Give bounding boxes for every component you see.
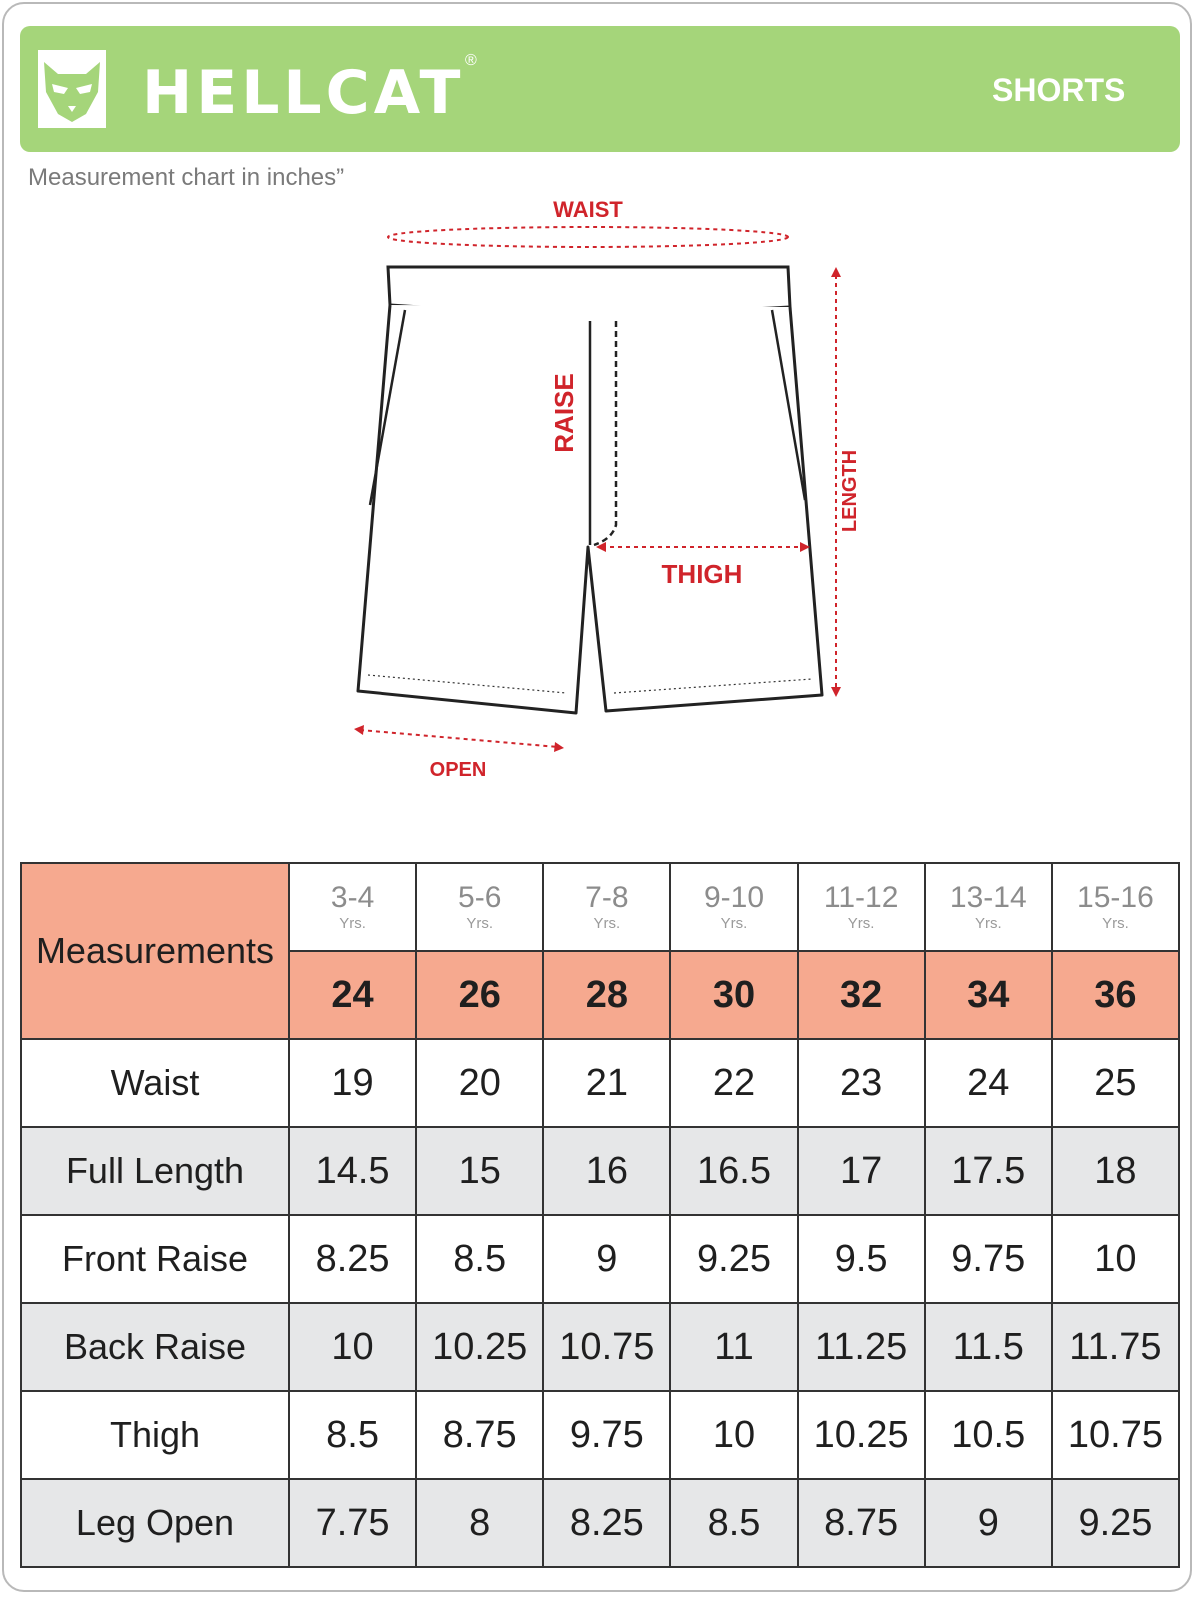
table-row (21, 1391, 1179, 1479)
table-cell: 10 (670, 1391, 797, 1479)
table-cell: 11 (670, 1303, 797, 1391)
length-arrow-up-icon (831, 267, 841, 277)
table-cell: 10 (289, 1303, 416, 1391)
age-header: 7-8 Yrs. (543, 863, 670, 951)
age-row (21, 863, 1179, 951)
table-cell: 10.75 (1052, 1391, 1179, 1479)
table-cell: 22 (670, 1039, 797, 1127)
table-cell: 16 (543, 1127, 670, 1215)
table-cell: 11.25 (798, 1303, 925, 1391)
table-cell: 9.25 (670, 1215, 797, 1303)
size-chart-table (20, 862, 1180, 1568)
table-cell: 15 (416, 1127, 543, 1215)
table-cell: 14.5 (289, 1127, 416, 1215)
table-cell: 8.25 (289, 1215, 416, 1303)
size-header: 26 (416, 951, 543, 1039)
length-label: LENGTH (839, 449, 861, 533)
row-label: Waist (21, 1039, 289, 1127)
table-cell: 10.25 (798, 1391, 925, 1479)
table-cell: 7.75 (289, 1479, 416, 1567)
row-label: Thigh (21, 1391, 289, 1479)
table-row (21, 1039, 1179, 1127)
table-cell: 9 (543, 1215, 670, 1303)
table-cell: 11.5 (925, 1303, 1052, 1391)
table-cell: 18 (1052, 1127, 1179, 1215)
waist-measure-line (388, 227, 788, 247)
size-header: 28 (543, 951, 670, 1039)
size-header: 32 (798, 951, 925, 1039)
size-header: 30 (670, 951, 797, 1039)
table-cell: 8.75 (416, 1391, 543, 1479)
table-cell: 9.75 (925, 1215, 1052, 1303)
registered-mark: ® (465, 52, 477, 69)
table-cell: 21 (543, 1039, 670, 1127)
size-header: 36 (1052, 951, 1179, 1039)
measurement-subtitle: Measurement chart in inches” (28, 164, 345, 191)
table-cell: 8.5 (416, 1215, 543, 1303)
table-cell: 24 (925, 1039, 1052, 1127)
open-arrow-right-icon (554, 742, 564, 752)
table-cell: 23 (798, 1039, 925, 1127)
row-label: Leg Open (21, 1479, 289, 1567)
table-cell: 9.5 (798, 1215, 925, 1303)
table-row (21, 1215, 1179, 1303)
table-cell: 20 (416, 1039, 543, 1127)
table-cell: 16.5 (670, 1127, 797, 1215)
size-header: 34 (925, 951, 1052, 1039)
category-title: SHORTS (992, 72, 1126, 108)
size-header: 24 (289, 951, 416, 1039)
age-header: 11-12 Yrs. (798, 863, 925, 951)
waist-label: WAIST (553, 197, 623, 222)
table-cell: 10 (1052, 1215, 1179, 1303)
table-cell: 9.75 (543, 1391, 670, 1479)
table-cell: 8.5 (670, 1479, 797, 1567)
table-row (21, 1303, 1179, 1391)
age-header: 13-14 Yrs. (925, 863, 1052, 951)
cat-logo-icon (34, 48, 110, 130)
table-cell: 25 (1052, 1039, 1179, 1127)
table-cell: 8.25 (543, 1479, 670, 1567)
table-cell: 10.75 (543, 1303, 670, 1391)
table-cell: 8.75 (798, 1479, 925, 1567)
age-header: 9-10 Yrs. (670, 863, 797, 951)
table-cell: 9.25 (1052, 1479, 1179, 1567)
row-label: Back Raise (21, 1303, 289, 1391)
shorts-diagram (340, 195, 900, 805)
row-label: Full Length (21, 1127, 289, 1215)
raise-label: RAISE (549, 373, 579, 453)
age-header: 3-4 Yrs. (289, 863, 416, 951)
table-row (21, 1127, 1179, 1215)
age-header: 15-16 Yrs. (1052, 863, 1179, 951)
table-cell: 8 (416, 1479, 543, 1567)
table-cell: 11.75 (1052, 1303, 1179, 1391)
table-cell: 10.25 (416, 1303, 543, 1391)
table-cell: 19 (289, 1039, 416, 1127)
table-cell: 17.5 (925, 1127, 1052, 1215)
row-label: Front Raise (21, 1215, 289, 1303)
brand-name: HELLCAT (142, 58, 465, 128)
table-cell: 17 (798, 1127, 925, 1215)
open-arrow-left-icon (354, 725, 364, 735)
length-arrow-down-icon (831, 687, 841, 697)
age-header: 5-6 Yrs. (416, 863, 543, 951)
table-cell: 8.5 (289, 1391, 416, 1479)
table-cell: 9 (925, 1479, 1052, 1567)
measurements-header: Measurements (21, 863, 289, 1039)
thigh-label: THIGH (661, 559, 743, 589)
table-row (21, 1479, 1179, 1567)
table-cell: 10.5 (925, 1391, 1052, 1479)
open-label: OPEN (429, 759, 487, 781)
open-measure-line (360, 730, 558, 747)
